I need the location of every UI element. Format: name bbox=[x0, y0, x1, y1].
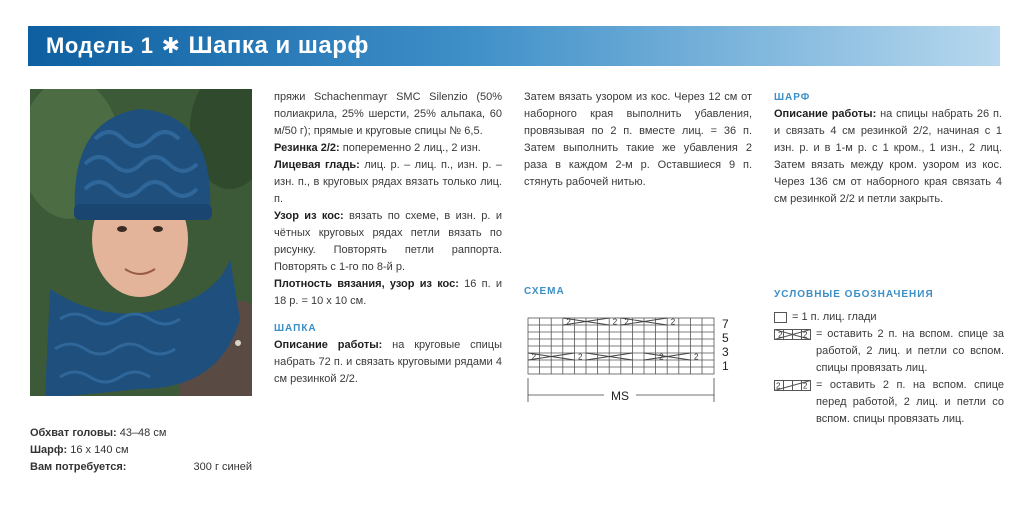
legend-item-cable-back: 2 2 = оставить 2 п. на вспом. спице за работой, 2 лиц. и петли со вспом. спицы провязать лиц. bbox=[774, 326, 1004, 377]
hat-heading: ШАПКА bbox=[274, 323, 317, 334]
size-params bbox=[30, 425, 252, 476]
materials-start: Вам потребуется: 300 г синей bbox=[30, 461, 252, 473]
chart-cell-label: 2 bbox=[612, 317, 618, 327]
scarf-size: Шарф: 16 х 140 см bbox=[30, 444, 129, 456]
hat-continued-column bbox=[524, 89, 752, 191]
rapport-label: MS bbox=[611, 389, 629, 403]
materials-text: пряжи Schachenmayr SMC Silenzio (50% полиакрила, 25% шерсти, 25% альпака, 60 м/50 г); прямые и круговые спицы № 6,5. bbox=[274, 91, 502, 137]
row-number: 1 bbox=[722, 359, 729, 373]
legend-item-knit: = 1 п. лиц. глади bbox=[774, 309, 1004, 326]
scarf-heading: ШАРФ bbox=[774, 92, 811, 103]
gauge: Плотность вязания, узор из кос: 16 п. и 18 р. = 10 х 10 см. bbox=[274, 278, 502, 307]
legend bbox=[774, 286, 1004, 428]
cable-front-icon bbox=[774, 380, 812, 391]
materials-column bbox=[274, 89, 502, 388]
chart-cell-label: 2 bbox=[566, 317, 571, 327]
cable-pattern: Узор из кос: вязать по схеме, в изн. р. и чётных круговых рядах петли вязать по рисунку. Повторять петли раппорта. Повторять с 1-го по 8-й р. bbox=[274, 210, 502, 273]
rib-pattern: Резинка 2/2: попеременно 2 лиц., 2 изн. bbox=[274, 142, 481, 154]
hat-continued-text: Затем вязать узором из кос. Через 12 см от наборного края выполнить убавления, провязывая по 2 п. вместе лиц. = 36 п. Затем выполнить такие же убавления 2 раза в каждом 2-м р. Оставшиеся 9 п. стянуть рабочей нитью. bbox=[524, 91, 752, 188]
scheme-heading: СХЕМА bbox=[524, 286, 565, 297]
chart-cell-label: 2 bbox=[577, 352, 583, 362]
chart-cell-label: 2 bbox=[531, 352, 537, 362]
page-title bbox=[46, 32, 369, 60]
chart-cell-label: 2 bbox=[803, 330, 808, 340]
row-number: 7 bbox=[722, 317, 729, 331]
hat-instructions: Описание работы: на круговые спицы набрать 72 п. и связать круговыми рядами 4 см резинкой 2/2. bbox=[274, 339, 502, 385]
cable-chart bbox=[524, 312, 744, 406]
model-number: Модель 1 bbox=[46, 33, 154, 58]
chart-cell-label: 2 bbox=[776, 381, 781, 391]
chart-cell-label: 2 bbox=[693, 352, 699, 362]
stockinette-pattern: Лицевая гладь: лиц. р. – лиц. п., изн. р. – изн. п., в круговых рядах вязать только лиц. п. bbox=[274, 159, 502, 205]
legend-item-cable-front: 2 2 = оставить 2 п. на вспом. спице перед работой, 2 лиц. и петли со вспом. спицы провязать лиц. bbox=[776, 379, 1004, 425]
chart-cell-label: 2 bbox=[778, 330, 783, 340]
asterisk-icon: ✱ bbox=[161, 33, 181, 58]
chart-cell-label: 2 bbox=[803, 381, 808, 391]
chart-cell-label: 2 bbox=[670, 317, 676, 327]
title-banner bbox=[28, 26, 1000, 66]
cable-back-icon bbox=[774, 329, 812, 340]
knit-stitch-icon bbox=[774, 312, 788, 323]
row-number: 3 bbox=[722, 345, 729, 359]
chart-grid bbox=[528, 318, 714, 374]
scarf-column bbox=[774, 89, 1002, 208]
chart-cell-label: 2 bbox=[659, 352, 664, 362]
model-title: Шапка и шарф bbox=[188, 32, 369, 59]
scarf-instructions: Описание работы: на спицы набрать 26 п. и связать 4 см резинкой 2/2, начиная с 1 изн. р. и в 1-м р. с 1 кром., 1 изн., 2 лиц. Затем вязать между кром. узором из кос. Через 136 см от наборного края связать 4 см резинкой 2/2 и петли закрыть. bbox=[774, 108, 1002, 205]
boy-in-knitted-hat-and-scarf-icon bbox=[30, 89, 252, 396]
model-photo bbox=[30, 89, 252, 396]
head-size: Обхват головы: 43–48 см bbox=[30, 427, 167, 439]
chart-cell-label: 2 bbox=[624, 317, 629, 327]
row-number: 5 bbox=[722, 331, 729, 345]
legend-heading: УСЛОВНЫЕ ОБОЗНАЧЕНИЯ bbox=[774, 289, 934, 300]
